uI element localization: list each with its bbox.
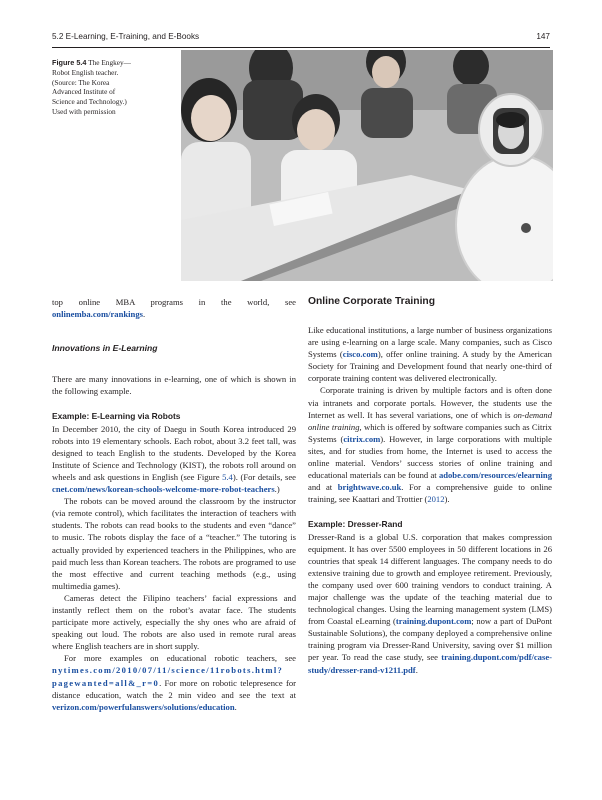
heading-innovations: Innovations in E-Learning [52, 343, 158, 354]
figure-caption-text: The Engkey—Robot English teacher. (Source: The Korea Advanced Institute of Science and Technology.) Used with permission [52, 58, 131, 116]
text-run: .) [274, 484, 280, 495]
link-cnet[interactable]: cnet.com/news/korean-schools-welcome-more-robot-teachers [52, 484, 275, 495]
heading-example-dresser-rand: Example: Dresser-Rand [308, 519, 403, 530]
link-citrix[interactable]: citrix.com [343, 433, 381, 444]
link-nytimes[interactable]: nytimes.com/2010/07/11/science/11robots.html?pagewanted=all&_r=0 [52, 665, 284, 688]
text-run: . [142, 309, 146, 320]
figure-reference[interactable]: 5.4 [222, 471, 233, 482]
page-number: 147 [536, 32, 550, 41]
left-paragraph-5 [52, 652, 296, 712]
left-paragraph-3: The robots can be moved around the classroom by the instructor (via remote control), which facilitates the interaction of teachers with students. The robots can read books to the students and even “dance” to music. The robots display the face of a “teacher.” The tutoring is actually provided by experienced teachers in the Philippines, who are paid much less than Korean teachers. The robots are programed to use the most effective and current teaching methods (e.g., using multimedia games). [52, 496, 296, 591]
text-run: ). (For details, see [232, 471, 296, 482]
emphasis-on-demand: on-demand online training [308, 409, 552, 432]
link-dupont-training[interactable]: training.dupont.com [395, 616, 472, 627]
left-paragraph-0 [52, 296, 296, 320]
text-run: ). However, in large corporations with multiple sites, and for studies from home, the Internet is used to access the online material. Vendors’ success stories of online training and educational materials can be found at [308, 433, 552, 481]
link-brightwave[interactable]: brightwave.co.uk [337, 482, 402, 493]
text-run: ; now a part of DuPont Sustainable Solutions), the company deployed a comprehensive online training program via Dresser-Rand University, saving over $1 million per year. To read the case study, see [308, 616, 553, 663]
left-paragraph-4: Cameras detect the Filipino teachers’ facial expressions and instantly reflect them on the robot’s avatar face. The students participate more actively, especially the shy ones who are afraid of speaking out loud. The robots are also used in remote rural areas where English teachers are in short supply. [52, 592, 296, 652]
right-paragraph-2 [308, 384, 552, 505]
text-run: . [234, 701, 237, 712]
link-cisco[interactable]: cisco.com [342, 349, 378, 360]
text-run: . For more on robotic telepresence for distance education, watch the 2 min video and see the text at [52, 677, 296, 700]
link-onlinemba[interactable]: onlinemba.com/rankings [52, 309, 143, 320]
text-run: Corporate training is driven by multiple factors and is often done via intranets and corporate portals. However, the students use the Internet as well. It has several variations, one of which is [308, 385, 552, 420]
heading-online-corporate-training: Online Corporate Training [308, 296, 436, 307]
text-run: Like educational institutions, a large number of business organizations are using e-learning on a large scale. Many companies, such as Cisco Systems ( [308, 325, 552, 360]
left-paragraph-2 [52, 423, 296, 496]
section-title: 5.2 E-Learning, E-Training, and E-Books [52, 32, 200, 41]
right-column [308, 296, 552, 676]
text-run: ). [444, 494, 450, 505]
left-paragraph-1: There are many innovations in e-learning, one of which is shown in the following example. [52, 374, 296, 397]
figure-photo [181, 50, 553, 281]
link-verizon[interactable]: verizon.com/powerfulanswers/solutions/education [52, 701, 235, 712]
right-paragraph-1 [308, 324, 552, 384]
link-adobe[interactable]: adobe.com/resources/elearning [438, 470, 552, 481]
heading-example-robots: Example: E-Learning via Robots [52, 411, 181, 422]
citation-year[interactable]: 2012 [427, 494, 445, 505]
link-dupont-case-study[interactable]: training.dupont.com/pdf/case-study/dresser-rand-v1211.pdf [308, 652, 552, 675]
text-run: top online MBA programs in the world, see [52, 297, 296, 307]
text-run: ), offer online training. A study by the American Society for Training and Development found that nearly one-third of corporate training content was delivered electronically. [308, 349, 552, 384]
right-paragraph-3 [308, 531, 552, 676]
figure-label: Figure 5.4 [52, 58, 87, 67]
running-header [52, 32, 550, 46]
classroom-robot-illustration [181, 50, 553, 281]
text-run: . For a comprehensive guide to online training, see Kaattari and Trottier ( [308, 482, 552, 505]
text-run: For more examples on educational robotic teachers, see [64, 653, 296, 664]
figure-caption [52, 58, 138, 117]
text-run: In December 2010, the city of Daegu in South Korea introduced 29 robots into 19 elementary schools. Each robot, about 3.2 feet tall, was designed to teach English to the students. Developed by the Korea Institute of Science and Technology (KIST), the robots roll around on wheels and ask questions in English (see Figure [52, 423, 296, 482]
left-column [52, 296, 296, 713]
text-run: Dresser-Rand is a global U.S. corporation that makes compression equipment. It has over 5500 employees in 50 different locations in 26 countries that speak 14 different languages. The company needs to do extensive training due to growth and employee retirement. Previously, the company used over 600 training vendors to conduct training. A major challenge was the update of the teaching material due to technological changes. Using the learning management system (LMS) from Coastal eLearning ( [308, 531, 552, 627]
text-run: , which is offered by software companies such as Citrix Systems ( [308, 421, 552, 444]
header-rule [52, 47, 550, 48]
text-run: and at [308, 482, 338, 493]
text-run: . [415, 664, 418, 675]
